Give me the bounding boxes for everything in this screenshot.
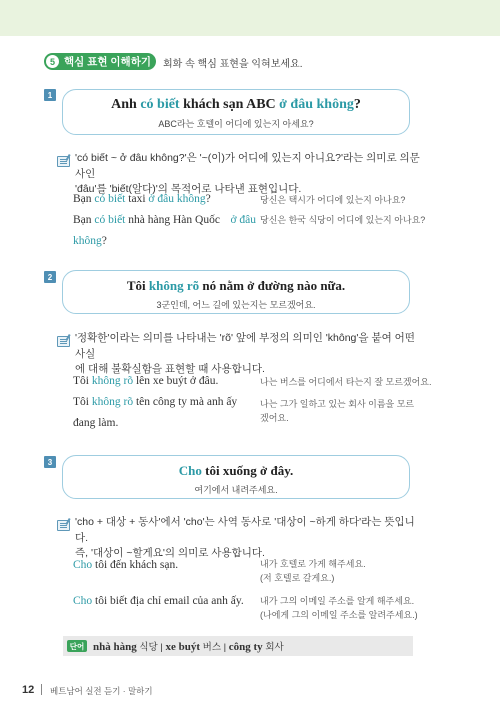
expression-main: Cho tôi xuống ở đây.	[178, 463, 294, 478]
vocabulary-list: nhà hàng 식당 | xe buýt 버스 | công ty 회사	[93, 641, 284, 653]
example-translation: 내가 그의 이메일 주소를 알게 해주세요. (나에게 그의 이메일 주소를 알려주세요.)	[260, 596, 418, 620]
example-translation: 나는 그가 일하고 있는 회사 이름을 모르 겠어요.	[260, 399, 415, 423]
example-sentence: Cho tôi biết địa chỉ email của anh ấy.	[73, 595, 244, 607]
expression-main: Anh có biết khách sạn ABC ở đâu không?	[111, 97, 361, 112]
expression-bubble-2	[62, 270, 410, 314]
explanation-note-2: '정확한'이라는 의미를 나타내는 'rõ' 앞에 부정의 의미인 'không'을 붙여 어떤 사실 에 대해 불확실함을 표현할 때 사용합니다.	[75, 332, 415, 375]
example-translation: 나는 버스를 어디에서 타는지 잘 모르겠어요.	[260, 377, 432, 387]
item-number-1: 1	[44, 89, 56, 101]
page-number: 12	[22, 684, 35, 696]
section-title: 핵심 표현 이해하기	[64, 56, 151, 68]
explanation-note-3: 'cho + 대상 + 동사'에서 'cho'는 사역 동사로 '대상이 ~하게 하다'라는 뜻입니다. 즉, '대상이 ~할게요'의 의미로 사용합니다.	[75, 516, 415, 559]
example-sentence: Bạn có biết nhà hàng Hàn Quốc ở đâu không?	[73, 214, 256, 247]
expression-bubble-1	[62, 89, 410, 135]
item-number-2: 2	[44, 271, 56, 283]
explanation-note-1: 'có biết ~ ở đâu không?'은 '~(이)가 어디에 있는지 아니요?'라는 의미로 의문사인 'đâu'를 'biết(알다)'의 목적어로 나타낸 표현입니다.	[75, 152, 420, 195]
example-sentence: Cho tôi đến khách sạn.	[73, 559, 179, 571]
note-icon	[57, 336, 70, 347]
vocabulary-box	[63, 636, 413, 656]
section-badge	[44, 53, 156, 70]
expression-main: Tôi không rõ nó nằm ở đường nào nữa.	[126, 278, 346, 293]
example-sentence: Bạn có biết taxi ở đâu không?	[73, 193, 211, 205]
example-translation: 당신은 한국 식당이 어디에 있는지 아나요?	[260, 215, 426, 225]
vocabulary-tag: 단어	[67, 640, 87, 652]
example-sentence: Tôi không rõ lên xe buýt ở đâu.	[73, 375, 219, 387]
expression-translation: 3군인데, 어느 길에 있는지는 모르겠어요.	[156, 300, 316, 310]
top-band	[0, 0, 500, 36]
example-translation: 당신은 택시가 어디에 있는지 아나요?	[260, 195, 406, 205]
expression-bubble-3	[62, 455, 410, 499]
section-number: 5	[46, 55, 59, 68]
item-number-3: 3	[44, 456, 56, 468]
note-icon	[57, 520, 70, 531]
footer-divider	[41, 684, 42, 695]
section-description: 회화 속 핵심 표현을 익혀보세요.	[163, 59, 303, 70]
expression-translation: 여기에서 내려주세요.	[194, 485, 278, 495]
expression-translation: ABC라는 호텔이 어디에 있는지 아세요?	[158, 119, 314, 129]
example-sentence: Tôi không rõ tên công ty mà anh ấy đang làm.	[73, 396, 238, 429]
example-translation: 내가 호텔로 가게 해주세요. (저 호텔로 갈게요.)	[260, 559, 366, 583]
book-title: 베트남어 실전 듣기 · 말하기	[50, 686, 153, 696]
note-icon	[57, 156, 70, 167]
